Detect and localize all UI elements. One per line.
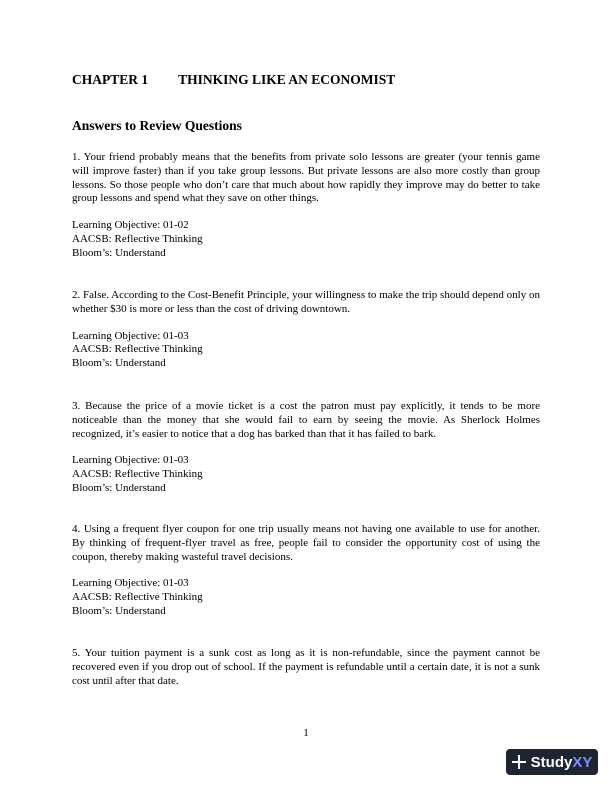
section-title: Answers to Review Questions — [72, 118, 242, 133]
studyxy-badge[interactable] — [506, 749, 598, 775]
aacsb-tag: AACSB: Reflective Thinking — [72, 232, 203, 245]
blooms-tag: Bloom’s: Understand — [72, 246, 166, 259]
learning-objective: Learning Objective: 01-02 — [72, 219, 189, 232]
blooms-tag: Bloom’s: Understand — [72, 481, 166, 494]
blooms-tag: Bloom’s: Understand — [72, 357, 166, 370]
review-answer-4 — [72, 523, 540, 619]
badge-brand-accent: XY — [572, 753, 593, 771]
answer-metadata — [72, 330, 540, 371]
badge-brand: Study — [530, 753, 573, 771]
aacsb-tag: AACSB: Reflective Thinking — [72, 468, 203, 481]
aacsb-tag: AACSB: Reflective Thinking — [72, 343, 203, 356]
blooms-tag: Bloom’s: Understand — [72, 604, 166, 617]
aacsb-tag: AACSB: Reflective Thinking — [72, 591, 203, 604]
review-answer-5 — [72, 647, 540, 688]
chapter-title: THINKING LIKE AN ECONOMIST — [178, 72, 396, 87]
answer-text: 4. Using a frequent flyer coupon for one trip usually means not having one available to use for another. By thinking of frequent-flyer travel as free, people fail to consider the opportunity cost of using the coupon, thereby making wasteful travel decisions. — [72, 523, 540, 563]
answer-text: 5. Your tuition payment is a sunk cost as long as it is non-refundable, since the payment cannot be recovered even if you drop out of school. If the payment is refundable until a certain date, it is not a sunk cost until after that date. — [72, 647, 540, 687]
learning-objective: Learning Objective: 01-03 — [72, 329, 189, 342]
learning-objective: Learning Objective: 01-03 — [72, 454, 189, 467]
answer-metadata — [72, 454, 540, 495]
answer-text: 1. Your friend probably means that the benefits from private solo lessons are greater (your tennis game will improve faster) than if you take group lessons. But private lessons are also more costly than group lessons. So those people who don’t care that much about how rapidly they improve may do better to take group lessons and spend what they save on other things. — [72, 151, 540, 205]
answer-metadata — [72, 577, 540, 618]
learning-objective: Learning Objective: 01-03 — [72, 577, 189, 590]
chapter-number: CHAPTER 1 — [72, 72, 149, 87]
page-number: 1 — [303, 727, 309, 739]
review-answer-1 — [72, 151, 540, 261]
answer-text: 3. Because the price of a movie ticket is a cost the patron must pay explicitly, it tends to be more noticeable than the money that she would fail to earn by seeing the movie. As Sherlock Holmes recognized, it’s easier to notice that a dog has barked than that it has failed to bark. — [72, 400, 540, 440]
plus-icon — [512, 755, 526, 769]
review-answer-3 — [72, 400, 540, 496]
answer-metadata — [72, 219, 540, 260]
chapter-heading — [72, 72, 395, 88]
answer-text: 2. False. According to the Cost-Benefit Principle, your willingness to make the trip should depend only on whether $30 is more or less than the cost of driving downtown. — [72, 289, 540, 315]
review-answer-2 — [72, 289, 540, 371]
